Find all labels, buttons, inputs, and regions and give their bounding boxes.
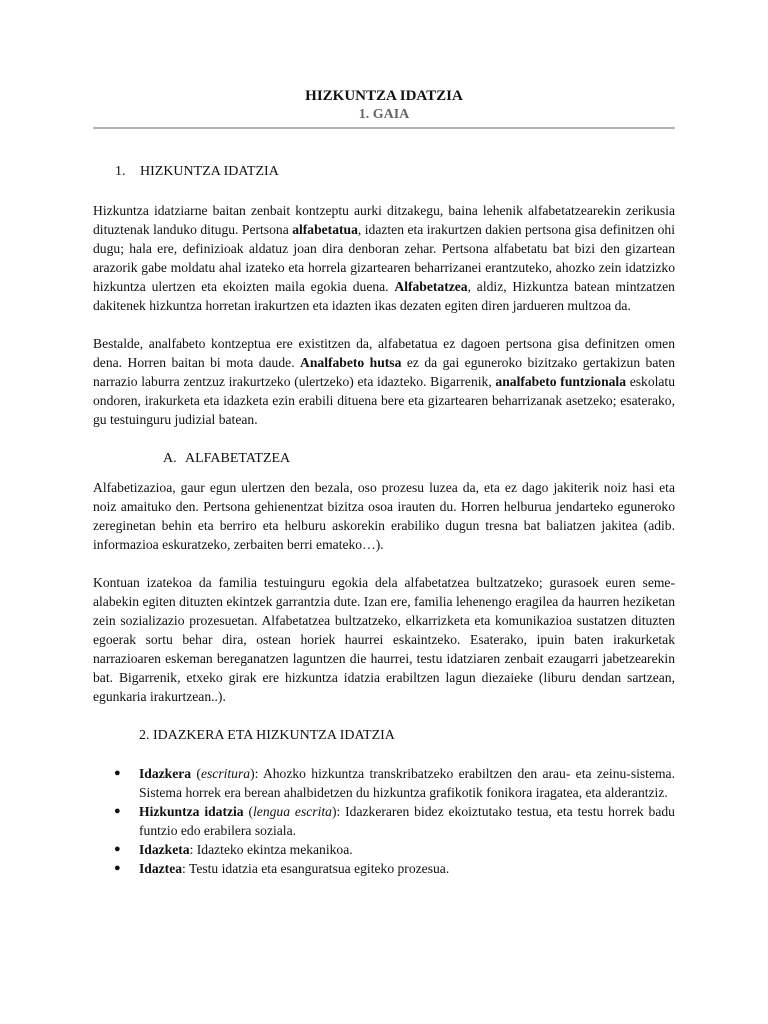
section-2-heading: 2. IDAZKERA ETA HIZKUNTZA IDATZIA	[139, 728, 395, 743]
section-a-heading	[93, 449, 675, 468]
bullet-icon: ●	[114, 805, 121, 817]
text-run: Hizkuntza idatziarne baitan zenbait kontzeptu aurki ditzakegu, baina lehenik alfabetatzearekin zerikusia dituztenak landuko ditugu. Pertsona	[93, 203, 675, 237]
italic-term: escritura	[200, 766, 251, 781]
document-title: HIZKUNTZA IDATZIA	[305, 88, 463, 104]
document-page	[93, 86, 675, 878]
text-run: Bestalde, analfabeto kontzeptua ere existitzen da, alfabetatua ez dagoen pertsona gisa definitzen omen dena. Horren baitan bi mota daude.	[93, 336, 675, 370]
bullet-icon: ●	[114, 843, 121, 855]
section-1-title: HIZKUNTZA IDATZIA	[140, 164, 279, 179]
title-divider	[93, 127, 675, 129]
section-a-paragraph-2: Kontuan izatekoa da familia testuinguru egokia dela alfabetatzea bultzatzeko; gurasoek euren seme-alabekin egiten dituzten ekintzek garrantzia dute. Izan ere, familia lehenengo eragilea da haurren heziketan zein sozializazio prozesuetan. Alfabetatzea bultzatzeko, elkarrizketa eta komunikazioa sustatzen dituzten egoerak sortu behar dira, ostean horiek haurrei eskaintzeko. Esaterako, ipuin baten irakurketak narrazioaren eskeman bereganatzen laguntzen die haurrei, testu idatziaren zenbait ezaugarri jabetzearekin bat. Bigarrenik, etxeko girak ere hizkuntza idatzia erabiltzen lagun diezaieke (liburu dendan sartzean, egunkaria irakurtzean..).	[93, 575, 675, 704]
text-run: : Testu idatzia eta esanguratsua egiteko prozesua.	[182, 861, 450, 876]
bold-term: Idazketa	[139, 842, 190, 857]
section-a-letter: A.	[163, 451, 177, 466]
section-a-paragraph-1: Alfabetizazioa, gaur egun ulertzen den bezala, oso prozesu luzea da, eta ez dago jakiterik noiz hasi eta noiz amaituko den. Pertsona gehienentzat bizitza osoa irauten du. Horren helburua jendarteko eguneroko zereginetan behin eta berriro eta helburu askorekin erabiliko dugun tresna bat baliatzen jakitea (adib. informazioa eskuratzeko, zerbaiten berri emateko…).	[93, 480, 675, 552]
text-run: ): Ahozko hizkuntza transkribatzeko erabiltzen den arau- eta zeinu-sistema. Sistema horrek era berean ahalbidetzen du hizkuntza grafikotik fonikora iragatea, eta alderantziz.	[139, 766, 675, 800]
bullet-icon: ●	[114, 767, 121, 779]
text-run: (	[243, 804, 254, 819]
list-item	[93, 764, 675, 802]
bold-term: Alfabetatzea	[394, 279, 468, 294]
text-run: : Idazteko ekintza mekanikoa.	[189, 842, 353, 857]
list-item	[93, 859, 675, 878]
document-subtitle: 1. GAIA	[358, 107, 410, 122]
bold-term: Hizkuntza idatzia	[139, 804, 244, 819]
list-item	[93, 802, 675, 840]
text-run: (	[191, 766, 201, 781]
bold-term: alfabetatua	[292, 222, 358, 237]
text-run: , idazten eta irakurtzen dakien pertsona gisa definitzen ohi dugu; hala ere, definizioak aldatuz joan dira denboran zehar. Pertsona alfabetatu bat bizi den gizartean arazorik gabe moldatu ahal izateko eta horrela gizartearen beharrizanei erantzuteko, ahozko zein idatzizko hizkuntza ulertzen eta ekoizten maila egokia duena.	[93, 222, 675, 294]
text-run: ): Idazkeraren bidez ekoiztutako testua, eta testu horrek badu funtzio edo erabilera soziala.	[139, 804, 675, 838]
section-1-paragraph-1	[93, 201, 675, 315]
italic-term: lengua escrita	[253, 804, 332, 819]
text-run: eskolatu ondoren, irakurketa eta idazketa ezin erabili dituena bere eta gizartearen beharrizanak asetzeko; esaterako, gu testuinguru judizial batean.	[93, 374, 675, 427]
bullet-icon: ●	[114, 862, 121, 874]
section-1-number: 1.	[115, 164, 126, 179]
text-run: , aldiz, Hizkuntza batean mintzatzen dakitenek hizkuntza horretan irakurtzen eta idazten ikas dezaten egiten diren jardueren multzoa da.	[93, 279, 675, 313]
definition-list	[93, 764, 675, 878]
section-1-paragraph-2	[93, 334, 675, 429]
section-1-heading	[93, 162, 675, 181]
section-a-title: ALFABETATZEA	[185, 451, 291, 466]
bold-term: Idazkera	[139, 766, 192, 781]
bold-term: Analfabeto hutsa	[300, 355, 402, 370]
text-run: ez da gai eguneroko bizitzako gertakizun baten narrazio laburra zentzuz irakurtzeko (ulertzeko) eta idazteko. Bigarrenik,	[93, 355, 675, 389]
bold-term: Idaztea	[139, 861, 183, 876]
bold-term: analfabeto funtzionala	[495, 374, 626, 389]
list-item	[93, 840, 675, 859]
